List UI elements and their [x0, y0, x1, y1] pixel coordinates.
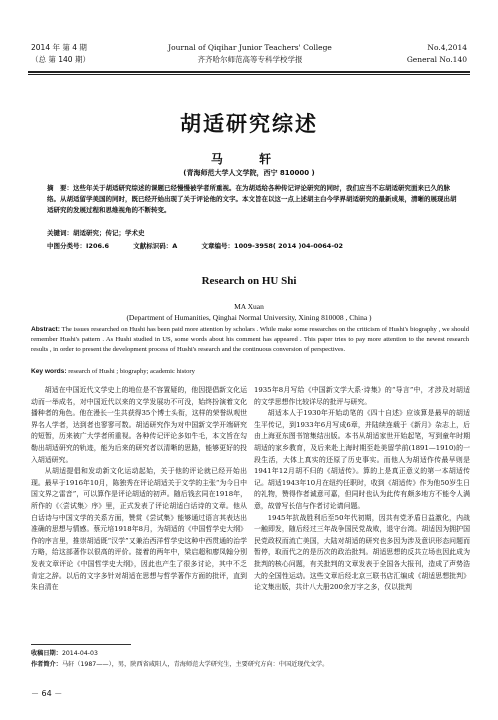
received-value: 2014-04-03: [61, 650, 98, 657]
paper-title-cn: 胡适研究综述: [180, 111, 318, 136]
footnote-rule: [31, 644, 131, 645]
abstract-en: [31, 325, 469, 355]
issue-info: [31, 42, 90, 66]
author-bio-label: 作者简介：: [31, 661, 62, 668]
keywords-cn: [47, 228, 457, 239]
body-paragraph: 从胡适提倡和发动新文化运动起始，关于他的评论就已经开始出现。最早于1916年10月，陈独秀在评论胡适关于文学的主张“为今日中国文界之雷音”，可以算作是评论胡适的初声。随后钱玄同在1918年，所作的《〈尝试集〉序》里，正式发表了评论胡适白话诗的文章。他从白话诗与中国文学的关系方面，赞赏《尝试集》能够通过语言其表达出准确的思想与情感。蔡元培1918年8月，为胡适的《中国哲学史大纲》作的序言里，推崇胡适既“汉学”又兼治西洋哲学史这种中西贯通的治学方略，给这部著作以很高的评价。接着的两年中，梁启超和廖凤翰分别发表文章评论《中国哲学史大纲》，因此也产生了很多讨论，其中不乏肯定之辞。以后的文字多针对胡适在思想与哲学著作方面的批评，直到朱自清在: [31, 467, 247, 592]
received-date: [31, 648, 471, 659]
received-label: 收稿日期：: [31, 650, 62, 657]
author-name-cn: 马 轩: [210, 152, 288, 166]
classification-line: [47, 241, 467, 252]
document-code: 文献标识码：A: [133, 242, 178, 250]
body-paragraph: 胡适在中国近代文学史上的地位是不容置疑的，他因提倡新文化运动而一举成名，对中国近代以来的文学发展功不可没，始终扮演着文化播种者的角色。他在漫长一生共获得35个博士头衔，这样的荣誉纵观世界名人学者，达到者也寥寥可数。胡适研究作为对中国新文学开端研究的短暂，历来被广大学者所重视。各种传记评论多如牛毛，本文旨在勾勒出胡适研究的轨迹，能为后来的研究者以清晰的思路，能够更好的投入胡适研究。: [31, 386, 247, 464]
affiliation-cn: (青海师范大学人文学院，西宁 810000 ): [183, 169, 315, 177]
abstract-cn: [47, 183, 457, 216]
abstract-cn-text: 这些年关于胡适研究综述的课题已经慢慢被学者所重视。在为胡适给各种传记评论研究的同时，我们应当不忘胡适研究面来已久的脉络。从胡适留学美国的同时，既已经开始出现了关于评论他的文字。本文旨在以这一点上述胡主白今学界胡适研究的最新成果，清晰的展现出胡适研究的发展过程和思维视角的不断转变。: [47, 184, 457, 214]
footnote: [31, 648, 471, 670]
total-issue: （总 第 140 期）: [31, 55, 90, 64]
body-column-right: [254, 385, 470, 594]
keywords-en-label: Key words:: [31, 368, 67, 375]
journal-name-cn: 齐齐哈尔师范高等专科学校学报: [197, 55, 303, 64]
keywords-cn-label: 关键词：: [47, 229, 73, 237]
page-number: － 64 －: [31, 689, 63, 698]
keywords-en: [31, 367, 469, 377]
body-paragraph: 胡适本人于1930年开始动笔的《四十自述》应该算是最早的胡适生平传记，到1933年6月写成6章，并陆续连载于《新月》杂志上，后由上海亚东图书馆集结出版。本书从胡适家世开始起笔，写到童年时期胡适的家乡教育，及后来赴上海时期至赴美留学前(1891—1910)的一段生活，大体上真实的还原了历史事实。而他人为胡适作传最早则是1941年12月胡不归的《胡适传》。算的上是真正意义的第一本胡适传记。胡适1943年10月在纽约任职时，收到《胡适传》作为他50岁生日的礼物，赞得作者诚意可嘉，但同时也认为此传有颇多地方不能令人满意，故曾写长信与作者讨论请问题。: [254, 409, 470, 510]
class-number: 中图分类号：I206.6: [47, 242, 109, 250]
running-header: [0, 0, 498, 64]
issue-number: [407, 42, 467, 66]
body-column-left: [31, 385, 247, 594]
journal-name-en: Journal of Qiqihar Junior Teachers' College: [168, 43, 332, 52]
abstract-en-label: Abstract:: [31, 326, 60, 333]
author-name-en: MA Xuan: [234, 302, 264, 311]
keywords-cn-text: 胡适研究；传记；学术史: [73, 229, 145, 237]
body-paragraph: 1945年抗战胜利后至50年代初期，因共有党矛盾日益激化，内战一触即发，随后经过三年战争国民党战败，退守台湾。胡适因为拥护国民党政权而流亡美国，大陆对胡适的研究也多因为涉及意识形态问题而暂停，取而代之的是历次的政治批判。胡适思想的反共立场也因此成为批判的核心问题，有关批判的文章发表于全国各大报刊，造成了声势浩大的全国性运动。这些文章后经北京三联书店汇编成《胡适思想批判》论文集出版，共计八大册200余万字之多，仅以批判: [254, 513, 470, 592]
article-number: 文章编号：1009-3958( 2014 )04-0064-02: [201, 242, 344, 250]
header-rule-thin: [28, 74, 470, 75]
body-paragraph: 1935年8月写给《中国新文学大系·诗集》的“导言”中，才涉及对胡适的文学思想作比较详尽的批评与研究。: [254, 386, 470, 406]
affiliation-en: (Department of Humanities, Qinghai Normal University, Xining 810008 , China ): [126, 313, 372, 322]
serial-no: General No.140: [406, 55, 467, 64]
keywords-en-text: research of Hushi ; biography; academic history: [68, 368, 195, 375]
journal-name: [150, 42, 350, 66]
year-issue: 2014 年 第 4 期: [31, 43, 87, 52]
abstract-cn-label: 摘 要：: [47, 184, 73, 192]
author-bio: [31, 659, 471, 670]
abstract-en-text: The issues researched on Hushi has been paid more attention by scholars . While make some researches on the criticism of Hushi's biography , we should remember Hushi's pattern . As Hushi studied in US, some words about his comment has appeared . This paper tries to pay more attention to the newest research results , in order to present the development process of Hushi's research and the continuous conversion of perspectives.: [31, 326, 470, 353]
header-rule-thick: [28, 71, 470, 73]
paper-title-en: Research on HU Shi: [201, 275, 297, 287]
issue-no: No.4,2014: [427, 43, 467, 52]
author-bio-text: 马轩（1987——），男，陕西省咸阳人，青海师范大学研究生，主要研究方向：中国近现代文学。: [61, 661, 329, 668]
